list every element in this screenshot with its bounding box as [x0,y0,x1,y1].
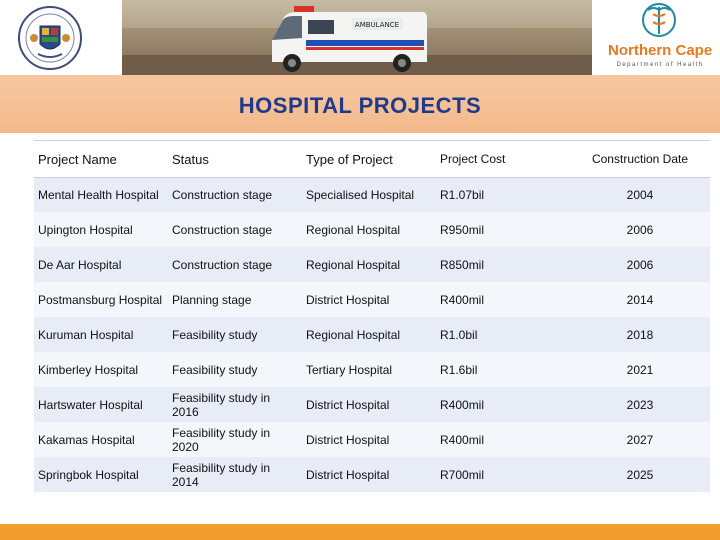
ambulance-photo [122,0,592,75]
column-header-cost: Project Cost [436,140,570,178]
ambulance-icon [122,0,592,75]
cell-cost: R950mil [436,212,570,247]
cell-project-name: Upington Hospital [34,212,168,247]
cell-status: Construction stage [168,247,302,282]
cell-cost: R700mil [436,457,570,492]
column-header-status: Status [168,140,302,178]
cell-project-name: Springbok Hospital [34,457,168,492]
cell-date: 2004 [570,178,710,212]
table-row [34,457,710,492]
cell-date: 2023 [570,387,710,422]
table-row [34,247,710,282]
table-header-row [34,140,710,178]
page-title: HOSPITAL PROJECTS [238,93,482,118]
cell-date: 2006 [570,212,710,247]
cell-cost: R400mil [436,387,570,422]
cell-project-name: Postmansburg Hospital [34,282,168,317]
cell-type: Regional Hospital [302,247,436,282]
projects-table [34,140,710,492]
cell-status: Feasibility study in 2016 [168,387,302,422]
cell-date: 2027 [570,422,710,457]
table-row [34,212,710,247]
cell-status: Construction stage [168,212,302,247]
cell-type: District Hospital [302,282,436,317]
logo-subtitle: Department of Health [616,62,704,68]
table-row [34,422,710,457]
cell-project-name: Hartswater Hospital [34,387,168,422]
table-row [34,178,710,212]
cell-type: District Hospital [302,387,436,422]
top-banner [0,0,720,75]
table-row [34,387,710,422]
cell-status: Planning stage [168,282,302,317]
cell-type: Specialised Hospital [302,178,436,212]
cell-date: 2025 [570,457,710,492]
cell-project-name: De Aar Hospital [34,247,168,282]
cell-date: 2006 [570,247,710,282]
cell-cost: R1.6bil [436,352,570,387]
cell-project-name: Kuruman Hospital [34,317,168,352]
table-row [34,282,710,317]
cell-cost: R400mil [436,282,570,317]
cell-type: Regional Hospital [302,317,436,352]
cell-date: 2014 [570,282,710,317]
cell-type: District Hospital [302,422,436,457]
cell-project-name: Kakamas Hospital [34,422,168,457]
cell-status: Feasibility study in 2020 [168,422,302,457]
svg-text:AMBULANCE: AMBULANCE [354,21,400,29]
table-row [34,352,710,387]
cell-type: Regional Hospital [302,212,436,247]
column-header-type: Type of Project [302,140,436,178]
column-header-date: Construction Date [570,140,710,178]
cell-project-name: Kimberley Hospital [34,352,168,387]
column-header-project-name: Project Name [34,140,168,178]
cell-cost: R1.07bil [436,178,570,212]
cell-status: Construction stage [168,178,302,212]
bottom-accent-bar [0,524,720,540]
projects-table-container [34,140,710,492]
cell-cost: R1.0bil [436,317,570,352]
logo-name: Northern Cape [608,42,713,59]
northern-cape-logo [602,2,716,72]
cell-type: District Hospital [302,457,436,492]
cell-status: Feasibility study in 2014 [168,457,302,492]
coat-of-arms-icon [14,4,86,72]
table-row [34,317,710,352]
cell-type: Tertiary Hospital [302,352,436,387]
cell-cost: R400mil [436,422,570,457]
cell-cost: R850mil [436,247,570,282]
cell-project-name: Mental Health Hospital [34,178,168,212]
cell-status: Feasibility study [168,317,302,352]
cell-date: 2018 [570,317,710,352]
cell-status: Feasibility study [168,352,302,387]
cell-date: 2021 [570,352,710,387]
